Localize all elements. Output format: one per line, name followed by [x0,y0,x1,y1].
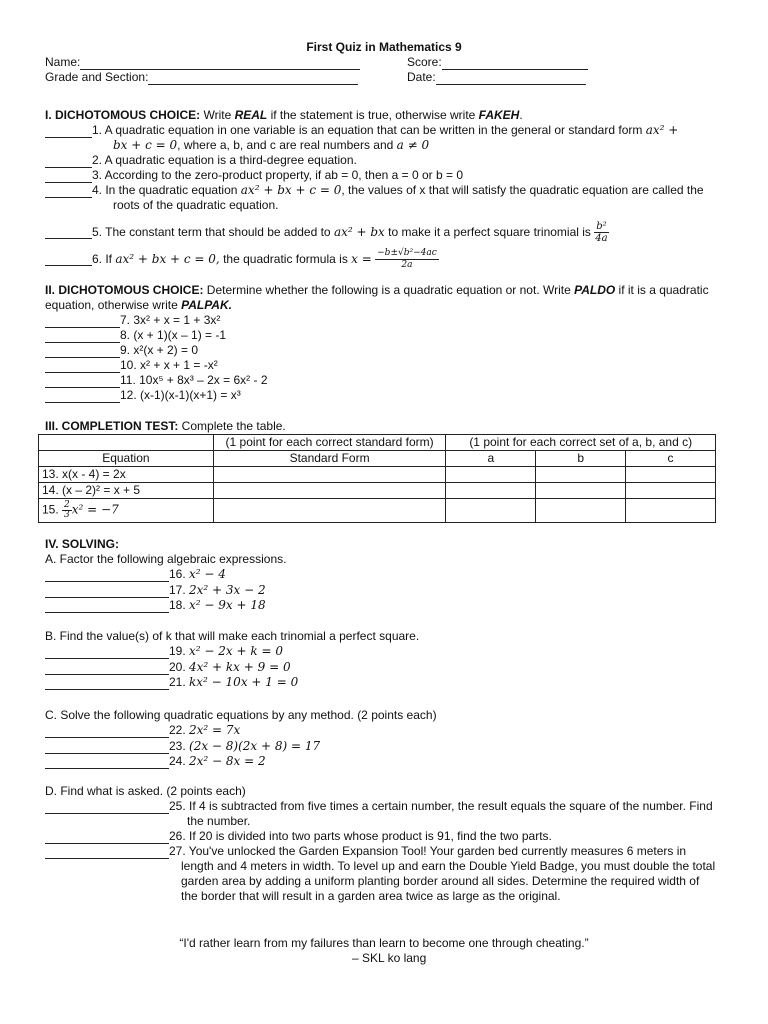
question-4 [45,183,735,198]
part4c-section [45,708,735,770]
question-20 [45,660,735,676]
q5-math: ax² + bx [333,225,385,239]
question-6 [45,247,735,271]
eq15-den: 3 [64,510,70,520]
equation-14: 14. (x – 2)² = x + 5 [39,483,214,499]
table-note-empty [39,435,214,451]
col-a: a [446,451,536,467]
q16-expr: x² − 4 [189,567,226,581]
part1-instr-a: Write [200,108,235,122]
q5-fraction-num: b² [596,221,607,233]
question-10 [45,358,735,373]
question-4-cont [45,198,735,213]
equation-15 [39,499,214,523]
part1-instr-c: . [519,108,523,122]
q23-num: 23. [169,738,190,753]
answer-blank-22[interactable] [45,726,169,738]
c-13[interactable] [626,467,716,483]
q25-text-a: 25. If 4 is subtracted from five times a certain number, the result equals the square of the number. Find [169,799,713,813]
part3-instructions [45,419,735,434]
score-label: Score: [407,55,442,69]
q26-text: 26. If 20 is divided into two parts whose product is 91, find the two parts. [169,829,552,843]
grade-field [45,70,358,85]
part2-instructions [45,283,735,298]
grade-blank[interactable] [148,73,358,85]
question-17 [45,583,735,599]
q20-num: 20. [169,659,190,674]
col-b: b [536,451,626,467]
question-3 [45,168,735,183]
q21-num: 21. [169,675,190,689]
part2-section [45,283,735,403]
q2-text: 2. A quadratic equation is a third-degree equation. [92,153,357,167]
date-label: Date: [407,70,436,84]
col-c: c [626,451,716,467]
answer-blank-4[interactable] [45,186,92,198]
q11-text: 11. 10x⁵ + 8x³ – 2x = 6x² - 2 [120,373,268,387]
part4b-section [45,629,735,691]
c-15[interactable] [626,499,716,523]
q18-num: 18. [169,598,190,612]
answer-blank-1[interactable] [45,126,92,138]
answer-blank-2[interactable] [45,156,92,168]
q24-expr: 2x² − 8x = 2 [189,754,266,768]
score-blank[interactable] [442,58,588,70]
question-2 [45,153,735,168]
part2-heading: II. DICHOTOMOUS CHOICE: [45,283,204,297]
q10-text: 10. x² + x + 1 = -x² [120,358,218,372]
part4d-section [45,784,735,904]
answer-blank-17[interactable] [45,586,169,598]
q1-text: 1. A quadratic equation in one variable is an equation that can be written in the general or standard form [92,123,646,137]
grade-label: Grade and Section: [45,70,149,84]
part1-instructions [45,108,735,123]
q5-fraction [594,221,608,244]
q6-fraction [375,248,439,271]
name-blank[interactable] [80,58,360,70]
q7-text: 7. 3x² + x = 1 + 3x² [120,313,221,327]
palpak-keyword: PALPAK. [181,298,232,312]
question-18 [45,598,735,614]
question-25-cont [45,814,735,829]
quote-text: “I'd rather learn from my failures than learn to become one through cheating.” [179,936,589,950]
date-blank[interactable] [436,73,586,85]
answer-blank-18[interactable] [45,601,169,613]
question-12 [45,388,735,403]
equation-13: 13. x(x - 4) = 2x [39,467,214,483]
question-27-cont-2 [45,874,735,889]
equation-15-label: 15. [42,502,63,517]
answer-blank-16[interactable] [45,570,169,582]
quiz-title: First Quiz in Mathematics 9 [306,40,462,54]
answer-blank-6[interactable] [45,254,92,266]
table-row [39,483,716,499]
answer-blank-24[interactable] [45,757,169,769]
question-21 [45,675,735,691]
c-14[interactable] [626,483,716,499]
col-standard-form: Standard Form [213,451,446,467]
q19-expr: x² − 2x + k = 0 [189,644,283,658]
answer-blank-12[interactable] [45,391,120,403]
q27-text-d: the border that will result in a garden area twice as large as the original. [181,889,561,903]
answer-blank-19[interactable] [45,647,169,659]
answer-blank-25[interactable] [45,802,169,814]
q4-text-c: roots of the quadratic equation. [113,198,279,212]
col-equation: Equation [39,451,214,467]
q20-expr: 4x² + kx + 9 = 0 [189,659,291,674]
q5-text-b: to make it a perfect square trinomial is [384,225,595,239]
standard-form-15[interactable] [213,499,446,523]
q6-x: x = [351,252,372,266]
q8-text: 8. (x + 1)(x – 1) = -1 [120,328,227,342]
table-row [39,467,716,483]
q4-text-a: 4. In the quadratic equation [92,183,241,197]
question-1 [45,123,735,138]
part4d-heading: D. Find what is asked. (2 points each) [45,784,246,798]
standard-form-13[interactable] [213,467,446,483]
answer-blank-23[interactable] [45,742,169,754]
answer-blank-27[interactable] [45,847,169,859]
part1-instr-b: if the statement is true, otherwise write [267,108,479,122]
q27-text-b: length and 4 meters in width. To level up and earn the Double Yield Badge, you must double the total [181,859,716,873]
question-27-cont-1 [45,859,735,874]
part4-heading: IV. SOLVING: [45,537,120,551]
standard-form-14[interactable] [213,483,446,499]
q17-expr: 2x² + 3x − 2 [189,582,266,597]
q22-expr: 2x² = 7x [189,723,241,737]
equation-15-rest: x² = −7 [71,502,119,517]
part4-section [45,537,735,614]
q1-text-b: , where a, b, and c are real numbers and [177,138,397,152]
answer-blank-26[interactable] [45,832,169,844]
q9-text: 9. x²(x + 2) = 0 [120,343,199,357]
a-15[interactable] [446,499,536,523]
question-11 [45,373,735,388]
part1-heading: I. DICHOTOMOUS CHOICE: [45,108,201,122]
q25-text-b: the number. [187,814,251,828]
question-24 [45,754,735,770]
q27-text-a: 27. You've unlocked the Garden Expansion Tool! Your garden bed currently measures 6 meters in [169,844,687,858]
part4a-heading: A. Factor the following algebraic expressions. [45,552,287,566]
answer-blank-9[interactable] [45,346,120,358]
part2-instr-b: if it is a quadratic [615,283,709,297]
b-13[interactable] [536,467,626,483]
part2-instr-a: Determine whether the following is a quadratic equation or not. Write [203,283,575,297]
fakeh-keyword: FAKEH [478,108,520,122]
q5-text-a: 5. The constant term that should be added to [92,225,334,239]
equation-15-fraction [62,501,72,520]
q19-num: 19. [169,644,190,658]
score-field [407,55,588,70]
part2-instructions-cont [45,298,735,313]
b-15[interactable] [536,499,626,523]
table-note-row [39,435,716,451]
question-23 [45,739,735,755]
question-19 [45,644,735,660]
question-25 [45,799,735,814]
question-7 [45,313,735,328]
answer-blank-8[interactable] [45,331,120,343]
question-22 [45,723,735,739]
part3-heading: III. COMPLETION TEST: [45,419,179,433]
q18-expr: x² − 9x + 18 [189,598,266,612]
q4-text-b: , the values of x that will satisfy the quadratic equation are called the [341,183,704,197]
q1-math-1: ax² + [645,123,679,137]
answer-blank-10[interactable] [45,361,120,373]
q17-num: 17. [169,582,190,597]
question-27-cont-3 [45,889,735,904]
standard-form-note: (1 point for each correct standard form) [213,435,446,451]
question-8 [45,328,735,343]
q4-math: ax² + bx + c = 0 [240,183,342,197]
table-row [39,499,716,523]
table-header-row [39,451,716,467]
q1-math-2: bx + c = 0 [113,138,178,152]
answer-blank-21[interactable] [45,678,169,690]
question-1-cont [45,138,735,153]
a-14[interactable] [446,483,536,499]
quote-author: – SKL ko lang [352,951,427,965]
question-26 [45,829,735,844]
name-label: Name: [45,55,81,69]
q6-text-a: 6. If [92,252,116,266]
answer-blank-5[interactable] [45,227,92,239]
q24-num: 24. [169,754,190,768]
completion-table [38,434,716,523]
q27-text-c: garden area by adding a uniform planting border around all sides. Determine the required width of [181,874,700,888]
question-16 [45,567,735,583]
question-9 [45,343,735,358]
q22-num: 22. [169,723,190,737]
q21-expr: kx² − 10x + 1 = 0 [189,675,299,689]
part4c-heading: C. Solve the following quadratic equations by any method. (2 points each) [45,708,437,722]
answer-blank-3[interactable] [45,171,92,183]
q6-text-b: the quadratic formula is [219,252,352,266]
part3-instr: Complete the table. [178,419,286,433]
part1-section [45,108,735,271]
eq15-num: 2 [64,500,70,510]
q6-fraction-den: 2a [401,260,413,271]
part4b-heading: B. Find the value(s) of k that will make each trinomial a perfect square. [45,629,420,643]
b-14[interactable] [536,483,626,499]
q5-fraction-den: 4a [595,233,608,245]
q16-num: 16. [169,567,190,581]
name-field [45,55,360,70]
q12-text: 12. (x-1)(x-1)(x+1) = x³ [120,388,241,402]
date-field [407,70,586,85]
part2-instr-c: equation, otherwise write [45,298,182,312]
q1-math-3: a ≠ 0 [396,138,430,152]
q3-text: 3. According to the zero-product property, if ab = 0, then a = 0 or b = 0 [92,168,464,182]
q23-expr: (2x − 8)(2x + 8) = 17 [189,738,321,753]
real-keyword: REAL [234,108,268,122]
abc-note: (1 point for each correct set of a, b, and c) [446,435,716,451]
answer-blank-7[interactable] [45,316,120,328]
q6-math: ax² + bx + c = 0, [115,252,220,266]
answer-blank-20[interactable] [45,663,169,675]
q6-fraction-num: −b±√b²−4ac [377,248,437,259]
paldo-keyword: PALDO [574,283,616,297]
question-5 [45,221,735,243]
a-13[interactable] [446,467,536,483]
question-27 [45,844,735,859]
answer-blank-11[interactable] [45,376,120,388]
